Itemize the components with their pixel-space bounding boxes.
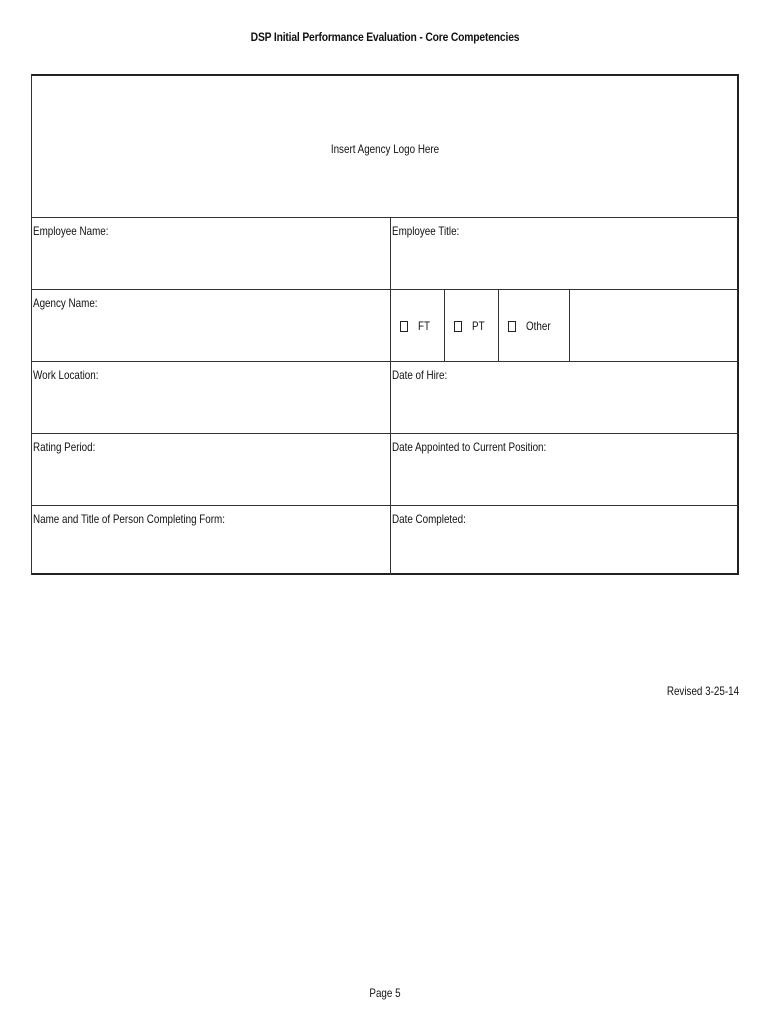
name-title-completing-field[interactable] (32, 506, 391, 575)
row-agency (32, 290, 738, 362)
page-number: Page 5 (369, 986, 401, 1000)
pt-option[interactable] (454, 319, 487, 333)
date-appointed-field[interactable] (391, 434, 738, 505)
agency-name-field[interactable] (32, 290, 391, 361)
employee-name-field[interactable] (32, 218, 391, 289)
agency-name-label: Agency Name: (33, 296, 98, 310)
agency-logo-area (32, 76, 738, 218)
date-appointed-label: Date Appointed to Current Position: (392, 440, 547, 454)
other-option[interactable] (508, 319, 556, 333)
date-of-hire-label: Date of Hire: (392, 368, 448, 382)
form-title: DSP Initial Performance Evaluation - Core Competencies (250, 30, 520, 44)
date-completed-field[interactable] (391, 506, 738, 575)
ft-checkbox[interactable] (400, 321, 408, 332)
employment-type-group (391, 290, 738, 361)
work-location-field[interactable] (32, 362, 391, 433)
work-location-label: Work Location: (33, 368, 99, 382)
date-of-hire-field[interactable] (391, 362, 738, 433)
employee-name-label: Employee Name: (33, 224, 109, 238)
evaluation-form (31, 74, 739, 575)
pt-option-cell (445, 290, 499, 361)
date-completed-label: Date Completed: (392, 512, 466, 526)
other-option-cell (499, 290, 570, 361)
rating-period-field[interactable] (32, 434, 391, 505)
pt-label: PT (472, 319, 485, 333)
rating-period-label: Rating Period: (33, 440, 96, 454)
logo-placeholder: Insert Agency Logo Here (330, 142, 440, 156)
ft-option[interactable] (400, 319, 433, 333)
row-location (32, 362, 738, 434)
row-completion (32, 506, 738, 575)
revision-date: Revised 3-25-14 (666, 684, 739, 698)
name-title-completing-label: Name and Title of Person Completing Form: (33, 512, 225, 526)
row-employee (32, 218, 738, 290)
employee-title-label: Employee Title: (392, 224, 460, 238)
other-label: Other (526, 319, 551, 333)
pt-checkbox[interactable] (454, 321, 462, 332)
row-rating (32, 434, 738, 506)
employee-title-field[interactable] (391, 218, 738, 289)
other-checkbox[interactable] (508, 321, 516, 332)
ft-label: FT (418, 319, 431, 333)
ft-option-cell (391, 290, 445, 361)
